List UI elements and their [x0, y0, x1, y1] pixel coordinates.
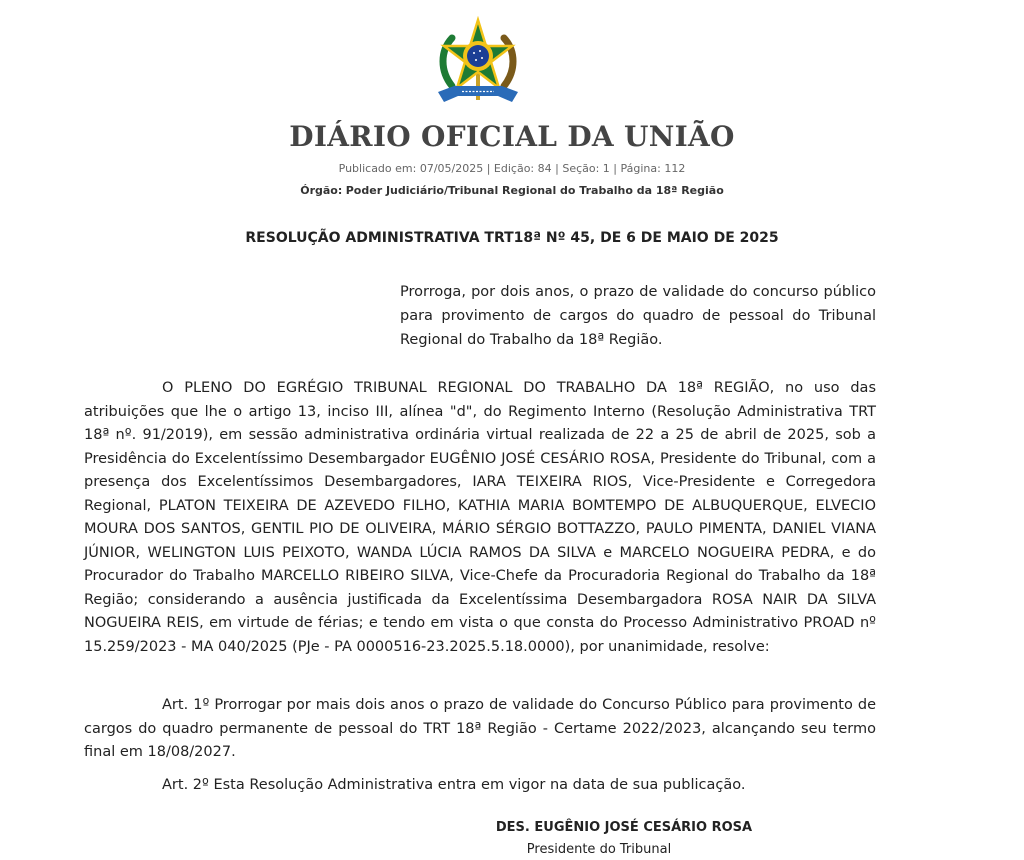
- resolution-heading: RESOLUÇÃO ADMINISTRATIVA TRT18ª Nº 45, DE 6 DE MAIO DE 2025: [245, 230, 779, 246]
- signature-role: Presidente do Tribunal: [526, 842, 672, 857]
- signature-name: DES. EUGÊNIO JOSÉ CESÁRIO ROSA: [495, 820, 753, 835]
- orgao-label: Órgão:: [300, 184, 343, 197]
- article-2: Art. 2º Esta Resolução Administrativa entra em vigor na data de sua publicação.: [162, 777, 746, 793]
- preamble-paragraph: O PLENO DO EGRÉGIO TRIBUNAL REGIONAL DO TRABALHO DA 18ª REGIÃO, no uso das atribuições que lhe o artigo 13, inciso III, alínea "d", do Regimento Interno (Resolução Administrativa TRT 18ª nº. 91/2019), em sessão administrativa ordinária virtual realizada de 22 a 25 de abril de 2025, sob a Presidência do Excelentíssimo Desembargador EUGÊNIO JOSÉ CESÁRIO ROSA, Presidente do Tribunal, com a presença dos Excelentíssimos Desembargadores, IARA TEIXEIRA RIOS, Vice-Presidente e Corregedora Regional, PLATON TEIXEIRA DE AZEVEDO FILHO, KATHIA MARIA BOMTEMPO DE ALBUQUERQUE, ELVECIO MOURA DOS SANTOS, GENTIL PIO DE OLIVEIRA, MÁRIO SÉRGIO BOTTAZZO, PAULO PIMENTA, DANIEL VIANA JÚNIOR, WELINGTON LUIS PEIXOTO, WANDA LÚCIA RAMOS DA SILVA e MARCELO NOGUEIRA PEDRA, e do Procurador do Trabalho MARCELLO RIBEIRO SILVA, Vice-Chefe da Procuradoria Regional do Trabalho da 18ª Região; considerando a ausência justificada da Excelentíssima Desembargadora ROSA NAIR DA SILVA NOGUEIRA REIS, em virtude de férias; e tendo em vista o que consta do Processo Administrativo PROAD nº 15.259/2023 - MA 040/2025 (PJe - PA 0000516-23.2025.5.18.0000), por unanimidade, resolve:: [84, 380, 876, 655]
- orgao-line: [0, 184, 1024, 197]
- article-1: Art. 1º Prorrogar por mais dois anos o prazo de validade do Concurso Público para provimento de cargos do quadro permanente de pessoal do TRT 18ª Região - Certame 2022/2023, alcançando seu termo final em 18/08/2027.: [84, 697, 876, 760]
- publication-info: Publicado em: 07/05/2025 | Edição: 84 | Seção: 1 | Página: 112: [338, 162, 686, 175]
- orgao-value: Poder Judiciário/Tribunal Regional do Trabalho da 18ª Região: [345, 184, 724, 197]
- brazil-coat-of-arms-icon: [432, 16, 524, 108]
- ementa-summary: Prorroga, por dois anos, o prazo de validade do concurso público para provimento de cargos do quadro de pessoal do Tribunal Regional do Trabalho da 18ª Região.: [400, 284, 876, 348]
- newspaper-title: DIÁRIO OFICIAL DA UNIÃO: [289, 120, 735, 153]
